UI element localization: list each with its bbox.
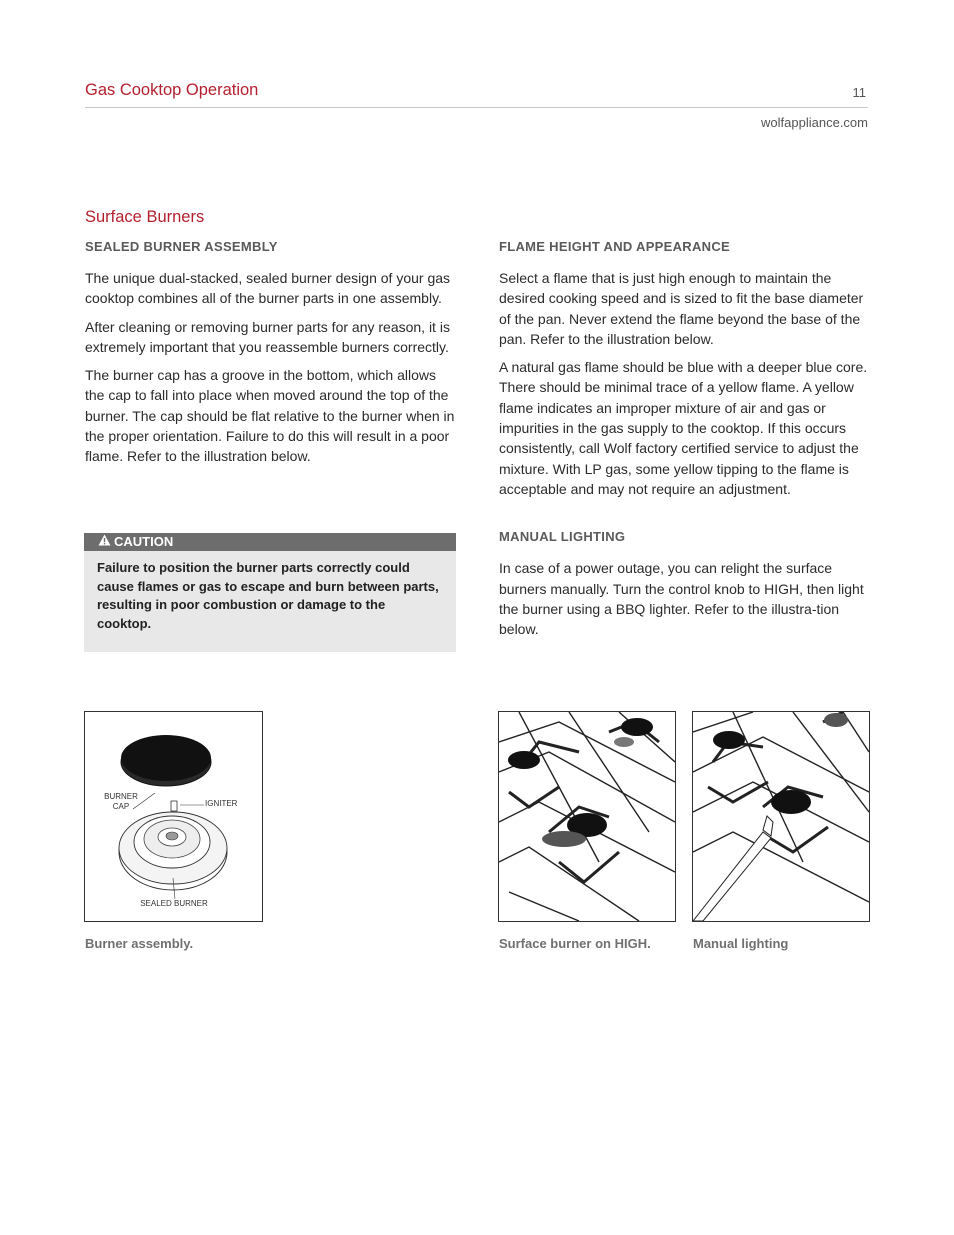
caution-box	[84, 533, 456, 652]
caption-burner-on-high: Surface burner on HIGH.	[499, 936, 651, 951]
burner-on-high-figure	[498, 711, 676, 922]
caption-burner-assembly: Burner assembly.	[85, 936, 194, 951]
burner-assembly-illustration	[85, 712, 262, 921]
flame-height-subhead: FLAME HEIGHT AND APPEARANCE	[499, 239, 731, 254]
left-column	[85, 239, 457, 475]
right-paragraph-1: Select a flame that is just high enough to maintain the desired cooking speed and is sized to fit the base diameter of the pan. Never extend the flame beyond the base of the pan. Refer to the illustration below.	[499, 270, 864, 347]
header-title: Gas Cooktop Operation	[85, 81, 259, 99]
right-paragraph-3: In case of a power outage, you can relight the surface burners manually. Turn the control knob to HIGH, then light the burner using a BBQ lighter. Refer to the illustra-tion below.	[499, 560, 864, 638]
left-paragraph-1: The unique dual-stacked, sealed burner design of your gas cooktop combines all of the burner parts in one assembly.	[85, 270, 451, 307]
igniter-label: IGNITER	[205, 799, 238, 808]
sealed-burner-label: SEALED BURNER	[140, 899, 208, 908]
manual-lighting-illustration	[693, 712, 869, 921]
caution-label: CAUTION	[114, 534, 174, 549]
site-url: wolfappliance.com	[761, 115, 868, 130]
section-title: Surface Burners	[85, 208, 205, 226]
manual-lighting-figure	[692, 711, 870, 922]
right-column	[499, 239, 871, 647]
warning-icon	[98, 533, 111, 551]
page-number: 11	[852, 85, 866, 100]
left-paragraph-3: The burner cap has a groove in the bottom, which allows the cap to fall into place when moved around the top of the burner. The cap should be flat relative to the burner when in the proper orientation. Failure to do this will result in a poor flame. Refer to the illustration below.	[85, 367, 455, 465]
caution-text: Failure to position the burner parts correctly could cause flames or gas to escape and burn between parts, resulting in poor combustion or damage to the cooktop.	[97, 560, 439, 631]
manual-lighting-subhead: MANUAL LIGHTING	[499, 529, 626, 545]
right-paragraph-2: A natural gas flame should be blue with a deeper blue core. There should be minimal trace of a yellow flame. A yellow flame indicates an improper mixture of air and gas or impurities in the gas supply to the cooktop. If this occurs consistently, call Wolf factory certified service to adjust the mixture. With LP gas, some yellow tipping to the flame is acceptable and may not require an adjustment.	[499, 359, 868, 497]
burner-cap-label: BURNER CAP	[104, 792, 138, 811]
caution-header	[84, 533, 456, 551]
caption-manual-lighting: Manual lighting	[693, 936, 789, 951]
sealed-burner-subhead: SEALED BURNER ASSEMBLY	[85, 239, 278, 254]
left-paragraph-2: After cleaning or removing burner parts for any reason, it is extremely important that you reassemble burners correctly.	[85, 318, 450, 355]
burner-assembly-figure	[84, 711, 263, 922]
burner-on-high-illustration	[499, 712, 675, 921]
header-divider	[85, 107, 868, 108]
